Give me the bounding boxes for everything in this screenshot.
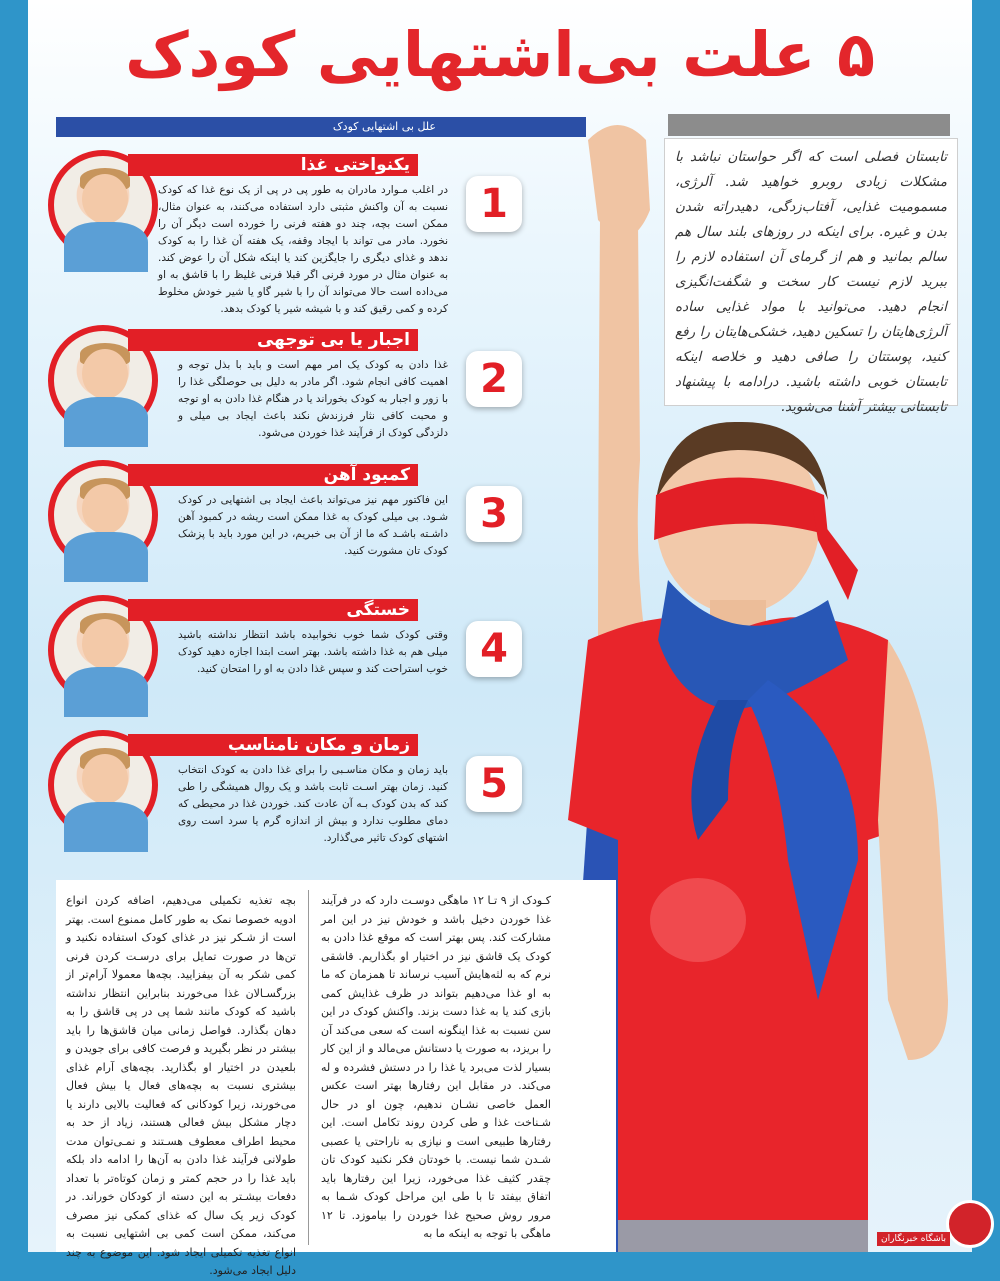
column-divider [308, 890, 309, 1245]
logo-label: باشگاه خبرنگاران [877, 1232, 950, 1246]
article-box [56, 880, 616, 1277]
reason-number-5: 5 [466, 756, 522, 812]
section-header-bar: علل بی اشتهایی کودک [56, 117, 586, 137]
reason-number-3: 3 [466, 486, 522, 542]
reason-text-4: وقتی کودک شما خوب نخوابیده باشد انتظار نداشته باشید میلی هم به غذا داشته باشد. بهتر است ابتدا اجازه دهید کودک خوب استراحت کند و سپس غذا دادن به او را امتحان کنید. [178, 629, 448, 675]
logo-emblem-icon [946, 1200, 994, 1248]
article-column-right: کـودک از ۹ تـا ۱۲ ماهگی دوسـت دارد که در فرآیند غذا خوردن دخیل باشد و خودش نیز در این امر مشارکت کند. پس بهتر است که موقع غذا دادن به کودک یک قاشق نیز در اختیار او بگذاریم. قاشقی نرم که به لثه‌هایش آسیب نرساند تا همزمان که ما به او غذا می‌دهیم بتواند در ظرف غذایش کمی بازی کند یا به غذا دست بزند. واکنش کودک در این سن نسبت به غذا اینگونه است که سعی می‌کند آن را بریزد، به صورت یا دستانش می‌مالد و از این کار بسیار لذت می‌برد یا غذا را در دستش فشرده و له می‌کند. در مقابل این رفتارها بهتر است عکس العمل خاصی نشـان ندهیم، چون او در حال شـناخت غذا و طی کردن روند تکامل است. این رفتارها طبیعی است و نیازی به ناراحتی یا عصبی شـدن شما نیست. با خودتان فکر نکنید کودک تان چقدر کثیف غذا می‌خورد، زیرا این رفتارها باید اتفاق بیفتد تا با طی این مراحل کودک شـما به مرور روش صحیح غذا خوردن را بیاموزد. تا ۱۲ ماهگی با توجه به اینکه ما به [321, 894, 551, 1240]
summer-note-text: تابستان فصلی است که اگر حواستان نباشد با مشکلات زیادی روبرو خواهید شد. آلرژی، مسمومیت غذایی، آفتاب‌زدگی، دهیدراته شدن بدن و غیره. برای اینکه در روزهای بلند سال هم سالم بمانید و هم از گرمای آن استفاده لازم را ببرید لازم نیست کار سخت و شگفت‌انگیزی انجام دهید. می‌توانید با مواد غذایی ساده آلرژی‌هایتان را تسکین دهید، خشکی‌هایتان را رفع کنید، پوستتان را صافی دهید و خلاصه اینکه تابستان خوبی داشته باشید. درادامه با پیشنهاد تابستانی بیشتر آشنا می‌شوید. [664, 138, 958, 406]
reason-text-2: غذا دادن به کودک یک امر مهم است و باید با بذل توجه و اهمیت کافی انجام شود. اگر مادر به دلیل بی حوصلگی غذا را با زور و اجبار به کودک بخوراند یا در هنگام غذا دادن به او توجه و محبت کافی نثار فرزندش نکند باعث ایجاد بی میلی و دلزدگی کودک از فرآیند غذا خوردن می‌شود. [178, 359, 448, 439]
reason-number-1: 1 [466, 176, 522, 232]
reason-title-3: کمبود آهن [128, 464, 418, 486]
reason-number-4: 4 [466, 621, 522, 677]
news-agency-logo [880, 1196, 1000, 1252]
page-title: ۵ علت بی‌اشتهایی کودک [125, 18, 875, 91]
reason-text-1: در اغلب مـوارد مادران به طور پی در پی از یک نوع غذا که کودک نسبت به آن واکنش مثبتی دارد استفاده می‌کنند، به عنوان مثال، ممکن است بچه، چند دو هفته فرنی را خورده است دیگر آن را نخورد. مادر می تواند با ایجاد وقفه، یک هفته آن غذا را به کودک ندهد و غذای دیگری را جایگزین کند یا اینکه شکل آن را عوض کند. به عنوان مثال در مورد فرنی اگر قبلا فرنی غلیظ را با قاشق به او می‌داده است حالا می‌تواند آن را با شیر گاو یا شیر خودش مخلوط کرده و کمی رقیق کند و با شیشه شیر یا کودک بدهد. [158, 184, 448, 315]
reason-text-5: باید زمان و مکان مناسـبی را برای غذا دادن به کودک انتخاب کنید. زمان بهتر اسـت ثابت باشد و یک روال همیشگی را طی کند که بدن کودک بـه آن عادت کند. خوردن غذا در محیطی که دمای مطلوب ندارد و بیش از اندازه گرم یا سرد است روی اشتهای کودک تاثیر می‌گذارد. [178, 764, 448, 844]
article-column-left: بچه تغذیه تکمیلی می‌دهیم، اضافه کردن انواع ادویه خصوصا نمک به طور کامل ممنوع است. بهتر است از شـکر نیز در غذای کودک استفاده نکنید و تن‌ها در صورت تمایل برای درسـت کردن فرنی کمی شکر به آن بیفزایید. بچه‌ها معمولا آرام‌تر از بزرگسـالان غذا می‌خورند بنابراین انتظار نداشته باشید که کودک مانند شما پی در پی قاشق را به دهان بگذارد. فواصل زمانی میان قاشق‌ها را باید بیشتر در نظر بگیرید و فرصت کافی برای جویدن و بلعیدن در اختیار او بگذارید. بچه‌های آرام غذای بیشتری نسبت به بچه‌های فعال یا بیش فعال می‌خورند، زیرا کودکانی که فعالیت بالایی دارند یا دچار مشکل بیش فعالی هستند، زیاد از حد به محیط اطراف معطوف هسـتند و نمـی‌توان مدت طولانی فرآیند غذا دادن به آن‌ها را ادامه داد بلکه باید غذا را در حجم کمتر و زمان کوتاه‌تر با تعداد دفعات بیشـتر به این دسته از کودکان خوراند. در کودک زیر یک سال که غذای کمکی نیز مصرف می‌کند، ممکن است کمی بی اشتهایی نسبت به انواع تغذیه تکمیلی ایجاد شود. این موضوع به چند دلیل ایجاد می‌شود. [66, 894, 296, 1277]
reason-title-1: یکنواختی غذا [128, 154, 418, 176]
reason-title-5: زمان و مکان نامناسب [128, 734, 418, 756]
note-header [668, 114, 950, 136]
reason-number-2: 2 [466, 351, 522, 407]
reason-text-3: این فاکتور مهم نیز می‌تواند باعث ایجاد بی اشتهایی در کودک شـود. بی میلی کودک به غذا ممکن است ریشه در کمبود آهن داشـته باشـد که ما از آن بی خبریم، در این مورد باید با پزشک کودک تان مشورت کنید. [178, 494, 448, 557]
reason-title-4: خستگی [128, 599, 418, 621]
infographic-poster [28, 0, 972, 1277]
reason-title-2: اجبار یا بی توجهی [128, 329, 418, 351]
